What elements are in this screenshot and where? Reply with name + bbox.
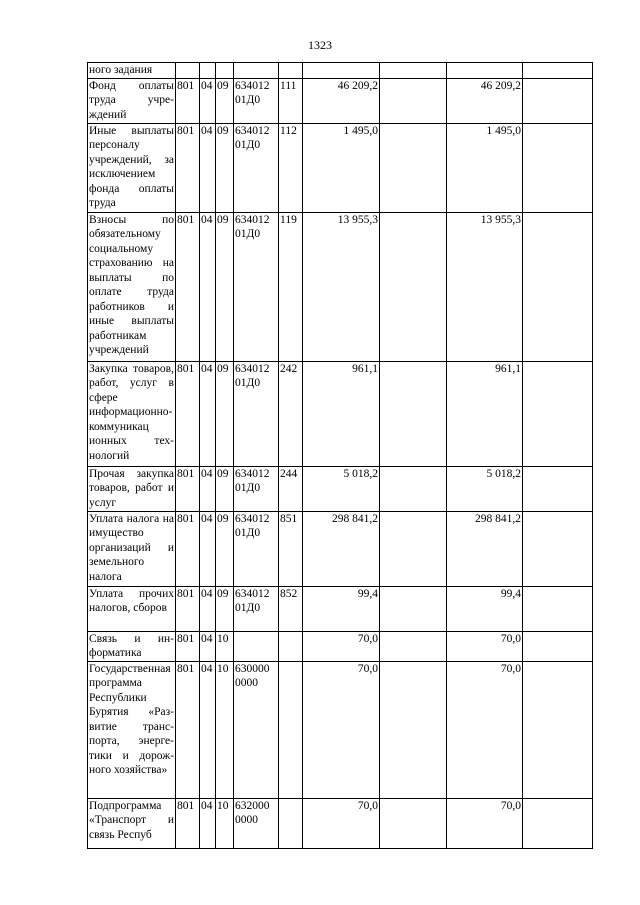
cell-rz: 04 (200, 123, 216, 212)
cell-sum-4 (523, 123, 593, 212)
row-name: Связь и информатика (89, 632, 174, 659)
cell-ved: 801 (176, 586, 200, 631)
cell-ved (176, 63, 200, 79)
table-row (88, 63, 593, 79)
cell-sum-2 (380, 511, 447, 586)
cell-sum-4 (523, 511, 593, 586)
cell-ved: 801 (176, 78, 200, 123)
cell-sum-3: 99,4 (447, 586, 523, 631)
row-name: Взносы по обязательному социальному страхованию на выплаты по оплате труда работников и иные выплаты работникам учреждений (88, 212, 176, 361)
cell-csr: 630000 0000 (234, 661, 279, 798)
cell-sum-3: 70,0 (447, 631, 523, 661)
cell-pr (216, 63, 234, 79)
cell-sum-2 (380, 361, 447, 466)
cell-sum-4 (523, 466, 593, 511)
cell-sum-3: 298 841,2 (447, 511, 523, 586)
cell-csr (234, 63, 279, 79)
cell-sum-2 (380, 63, 447, 79)
cell-ved: 801 (176, 511, 200, 586)
cell-sum-2 (380, 123, 447, 212)
cell-sum-2 (380, 798, 447, 848)
cell-sum-total: 99,4 (303, 586, 380, 631)
row-name: Иные выплаты персоналу учреждений, за исключением фонда оплаты труда (88, 123, 176, 212)
cell-ved: 801 (176, 361, 200, 466)
cell-rz: 04 (200, 511, 216, 586)
row-name: Подпрограмма «Транспорт и связь Респуб (88, 798, 176, 848)
cell-ved: 801 (176, 631, 200, 661)
row-name: ного задания (88, 63, 176, 79)
cell-pr: 10 (216, 661, 234, 798)
cell-sum-3: 70,0 (447, 798, 523, 848)
table-row (88, 123, 593, 212)
cell-sum-total: 46 209,2 (303, 78, 380, 123)
row-name: Уплата налога на имущество организаций и земельного налога (88, 511, 176, 586)
cell-pr: 09 (216, 78, 234, 123)
cell-sum-3: 961,1 (447, 361, 523, 466)
table-row (88, 212, 593, 361)
cell-sum-2 (380, 466, 447, 511)
cell-vr: 852 (279, 586, 303, 631)
cell-rz: 04 (200, 361, 216, 466)
cell-vr: 244 (279, 466, 303, 511)
cell-sum-4 (523, 63, 593, 79)
row-name: Фонд оплаты труда учреждений (88, 78, 176, 123)
cell-sum-total: 70,0 (303, 631, 380, 661)
cell-sum-3: 5 018,2 (447, 466, 523, 511)
table-row (88, 511, 593, 586)
cell-sum-3: 70,0 (447, 661, 523, 798)
cell-vr: 242 (279, 361, 303, 466)
cell-rz: 04 (200, 661, 216, 798)
cell-sum-total: 70,0 (303, 661, 380, 798)
cell-pr: 10 (216, 631, 234, 661)
cell-csr: 634012 01Д0 (234, 123, 279, 212)
page-number: 1323 (308, 38, 332, 52)
cell-ved: 801 (176, 212, 200, 361)
cell-sum-4 (523, 798, 593, 848)
cell-vr: 851 (279, 511, 303, 586)
cell-vr (279, 63, 303, 79)
cell-csr: 634012 01Д0 (234, 212, 279, 361)
cell-pr: 10 (216, 798, 234, 848)
table-row (88, 78, 593, 123)
table-row (88, 631, 593, 661)
table-row (88, 798, 593, 848)
cell-csr: 634012 01Д0 (234, 78, 279, 123)
cell-sum-4 (523, 78, 593, 123)
cell-pr: 09 (216, 586, 234, 631)
cell-sum-3: 13 955,3 (447, 212, 523, 361)
cell-sum-2 (380, 212, 447, 361)
budget-table (87, 62, 593, 849)
cell-pr: 09 (216, 123, 234, 212)
cell-sum-3: 1 495,0 (447, 123, 523, 212)
cell-rz: 04 (200, 798, 216, 848)
cell-sum-4 (523, 631, 593, 661)
cell-sum-4 (523, 361, 593, 466)
cell-sum-2 (380, 78, 447, 123)
cell-sum-total: 298 841,2 (303, 511, 380, 586)
cell-ved: 801 (176, 466, 200, 511)
cell-pr: 09 (216, 361, 234, 466)
cell-sum-total: 5 018,2 (303, 466, 380, 511)
row-name: Государственная программа Республики Бурятия «Развитие транспорта, энергетики и дорожного хозяйства» (88, 661, 176, 798)
cell-vr: 112 (279, 123, 303, 212)
cell-pr: 09 (216, 511, 234, 586)
cell-csr: 634012 01Д0 (234, 466, 279, 511)
cell-vr (279, 661, 303, 798)
table-row (88, 586, 593, 631)
cell-rz (200, 63, 216, 79)
cell-ved: 801 (176, 123, 200, 212)
cell-sum-total: 13 955,3 (303, 212, 380, 361)
cell-csr: 634012 01Д0 (234, 361, 279, 466)
cell-rz: 04 (200, 586, 216, 631)
cell-sum-4 (523, 586, 593, 631)
table-row (88, 466, 593, 511)
cell-rz: 04 (200, 78, 216, 123)
table-row (88, 361, 593, 466)
cell-sum-total (303, 63, 380, 79)
cell-sum-3 (447, 63, 523, 79)
cell-sum-4 (523, 661, 593, 798)
cell-sum-2 (380, 631, 447, 661)
cell-csr: 634012 01Д0 (234, 586, 279, 631)
table-row (88, 661, 593, 798)
cell-csr: 634012 01Д0 (234, 511, 279, 586)
cell-vr (279, 798, 303, 848)
cell-vr: 119 (279, 212, 303, 361)
cell-rz: 04 (200, 631, 216, 661)
cell-rz: 04 (200, 212, 216, 361)
cell-ved: 801 (176, 798, 200, 848)
row-name: Прочая закупка товаров, работ и услуг (88, 466, 176, 511)
row-name: Уплата прочих налогов, сборов (88, 586, 176, 631)
cell-vr: 111 (279, 78, 303, 123)
cell-sum-3: 46 209,2 (447, 78, 523, 123)
cell-sum-total: 70,0 (303, 798, 380, 848)
cell-sum-2 (380, 586, 447, 631)
cell-sum-total: 1 495,0 (303, 123, 380, 212)
row-name: Закупка товаров, работ, услуг в сфере информационно-коммуникац ионных технологий (88, 361, 176, 466)
cell-sum-2 (380, 661, 447, 798)
cell-csr: 632000 0000 (234, 798, 279, 848)
cell-ved: 801 (176, 661, 200, 798)
cell-pr: 09 (216, 466, 234, 511)
cell-sum-total: 961,1 (303, 361, 380, 466)
cell-sum-4 (523, 212, 593, 361)
cell-csr (234, 631, 279, 661)
cell-pr: 09 (216, 212, 234, 361)
cell-rz: 04 (200, 466, 216, 511)
cell-vr (279, 631, 303, 661)
